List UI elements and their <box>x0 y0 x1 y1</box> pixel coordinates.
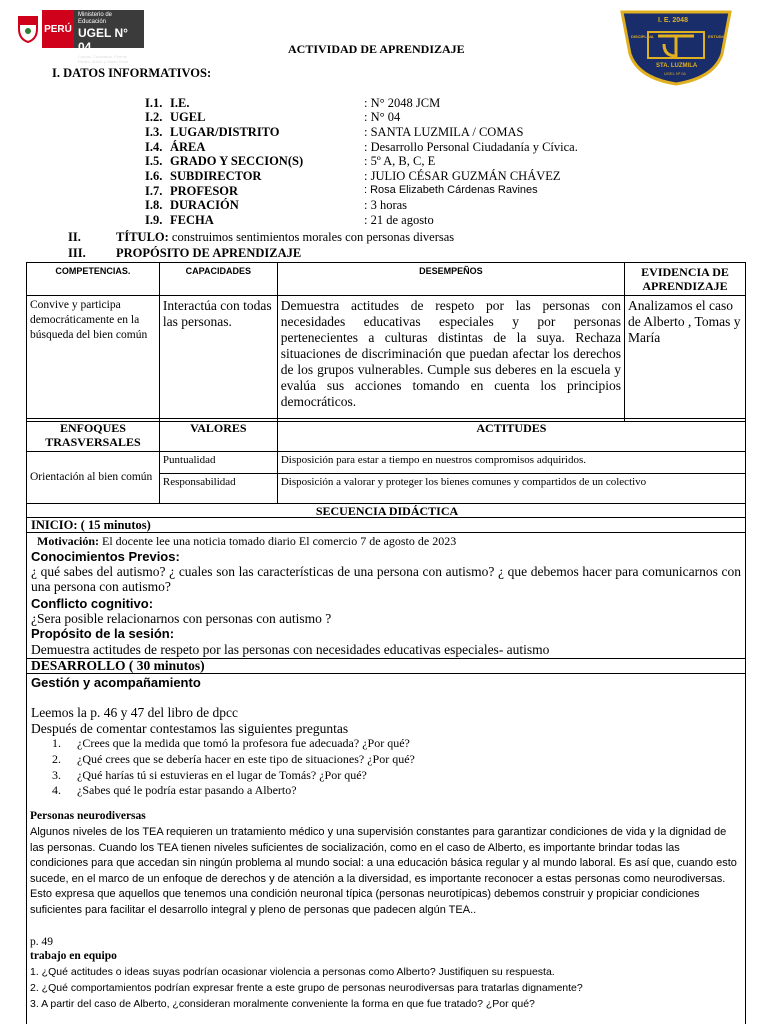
header-enfoques: ENFOQUES TRASVERSALES <box>27 419 160 452</box>
secuencia-header: SECUENCIA DIDÁCTICA <box>26 503 746 518</box>
header-competencias: COMPETENCIAS. <box>27 263 160 296</box>
peru-label: PERÚ <box>42 10 74 48</box>
inicio-row: INICIO: ( 15 minutos) <box>26 517 746 533</box>
ugel-sub-label: Comas, Carabayllo, Puente Piedra, Ancón y Santa Rosa <box>78 54 129 64</box>
conflicto-text: ¿Sera posible relacionarnos con personas con autismo ? <box>31 611 332 626</box>
despues-text: Después de comentar contestamos las siguientes preguntas <box>31 721 349 736</box>
page-ref: p. 49 <box>30 936 53 948</box>
cell-evidencia: Analizamos el caso de Alberto , Tomas y María <box>625 296 746 422</box>
left-border-line <box>26 800 27 1024</box>
header-valores: VALORES <box>159 419 277 452</box>
cell-actitud: Disposición para estar a tiempo en nuestros compromisos adquiridos. <box>277 452 745 474</box>
ugel-label: UGEL N° 04 <box>78 26 128 54</box>
equipo-item: 3. A partir del caso de Alberto, ¿consideran moralmente conveniente la forma en que fue tratado? ¿Por qué? <box>30 998 535 1010</box>
cell-valor: Puntualidad <box>159 452 277 474</box>
inicio-content: Motivación: El docente lee una noticia tomado diario El comercio 7 de agosto de 2023 Conocimientos Previos: ¿ qué sabes del autismo? ¿ cuales son las características de una persona con autismo? ¿ que debemos hacer para comunicarnos con una persona con autismo? Conflicto cognitivo: ¿Sera posible relacionarnos con personas con autismo ? Propósito de la sesión: Demuestra actitudes de respeto por las personas con necesidades educativas especiales- autismo <box>26 532 746 659</box>
neuro-text: Algunos niveles de los TEA requieren un tratamiento médico y una supervisión constantes para garantizar condiciones de vida y la dignidad de las personas. Cuando los TEA tienen niveles suficientes de socialización, como en el caso de Alberto, es importante brindar todas las condiciones para que accedan sin ningún problema al mundo social: a una educación básica regular y al mundo laboral. Es así que, cuando esto sucede, en el marco de un enfoque de derechos y de atención a la diversidad, es importante reconocer a estas personas como neurodiversas. Esto expresa que aquellos que tenemos una condición neuronal típica (personas neurotípicas) debemos construir y propiciar condiciones suficientes para facilitar el desarrollo integral y pleno de personas que padecen algún TEA.. <box>30 826 737 916</box>
equipo-title: trabajo en equipo <box>30 950 117 962</box>
header-desempenos: DESEMPEÑOS <box>277 263 624 296</box>
previos-title: Conocimientos Previos: <box>31 549 180 564</box>
badge-motto-text: DISCIPLINA <box>631 34 654 39</box>
badge-bottom-text: STA. LUZMILA <box>656 63 698 69</box>
ministry-logo <box>14 10 144 64</box>
document-title: ACTIVIDAD DE APRENDIZAJE <box>288 42 465 56</box>
header-capacidades: CAPACIDADES <box>159 263 277 296</box>
competencias-table <box>26 262 746 422</box>
pregunta-item: 1. <box>52 736 61 750</box>
badge-top-text: I. E. 2048 <box>658 17 688 24</box>
neuro-title: Personas neurodiversas <box>30 810 146 822</box>
previos-text: ¿ qué sabes del autismo? ¿ cuales son las características de una persona con autismo? ¿ que debemos hacer para comunicarnos con una persona con autismo? <box>31 564 741 594</box>
enfoques-table <box>26 418 746 504</box>
gestion-title: Gestión y acompañamiento <box>31 675 201 690</box>
cell-enfoque: Orientación al bien común <box>27 452 160 504</box>
right-border-line <box>745 800 746 1024</box>
cell-desempeno: Demuestra actitudes de respeto por las personas con necesidades educativas especiales y por personas pertenecientes a culturas distintas de la suya. Rechaza situaciones de discriminación que puedan afectar los derechos de los grupos vulnerables. Cumple sus deberes en la escuela y evalúa sus acciones tomando en cuenta los principios democráticos. <box>277 296 624 422</box>
cell-competencia: Convive y participa democráticamente en la búsqueda del bien común <box>27 296 160 422</box>
desarrollo-content: Gestión y acompañamiento Leemos la p. 46 y 47 del libro de dpcc Después de comentar contestamos las siguientes preguntas 1. ¿Crees que la medida que tomó la profesora fue adecuada? ¿Por qué? 2. ¿Qué crees que se debería hacer en este tipo de situaciones? ¿Por qué? 3. ¿Qué harías tú si estuvieras en el lugar de Tomás? ¿Por qué? 4. ¿Sabes qué le podría estar pasando a Alberto? <box>26 673 746 801</box>
header-actitudes: ACTITUDES <box>277 419 745 452</box>
equipo-item: 1. ¿Qué actitudes o ideas suyas podrían ocasionar violencia a personas como Alberto? Justifiquen su respuesta. <box>30 966 555 978</box>
proposito-text: Demuestra actitudes de respeto por las personas con necesidades educativas especiales- autismo <box>31 642 550 657</box>
cell-valor: Responsabilidad <box>159 474 277 504</box>
pregunta-item: 4. <box>52 783 61 797</box>
leemos-text: Leemos la p. 46 y 47 del libro de dpcc <box>31 705 238 720</box>
cell-capacidad: Interactúa con todas las personas. <box>159 296 277 422</box>
pregunta-item: 3. <box>52 768 61 782</box>
ministry-label: Ministerio de Educación <box>78 12 113 25</box>
equipo-item: 2. ¿Qué comportamientos podrían expresar frente a este grupo de personas neurodiversas para tratarlas dignamente? <box>30 982 583 994</box>
pregunta-item: 2. <box>52 752 61 766</box>
school-badge <box>618 8 734 86</box>
cell-actitud: Disposición a valorar y proteger los bienes comunes y compartidos de un colectivo <box>277 474 745 504</box>
proposito-title: Propósito de la sesión: <box>31 626 175 641</box>
desarrollo-row: DESARROLLO ( 30 minutos) <box>26 658 746 674</box>
badge-motto2-text: ESTUDIO <box>708 34 726 39</box>
badge-ugel-text: UGEL Nº 04 <box>664 71 686 76</box>
header-evidencia: EVIDENCIA DE APRENDIZAJE <box>625 263 746 296</box>
section1-title: I. DATOS INFORMATIVOS: <box>52 66 212 80</box>
conflicto-title: Conflicto cognitivo: <box>31 596 154 611</box>
peru-shield-icon <box>14 10 42 48</box>
